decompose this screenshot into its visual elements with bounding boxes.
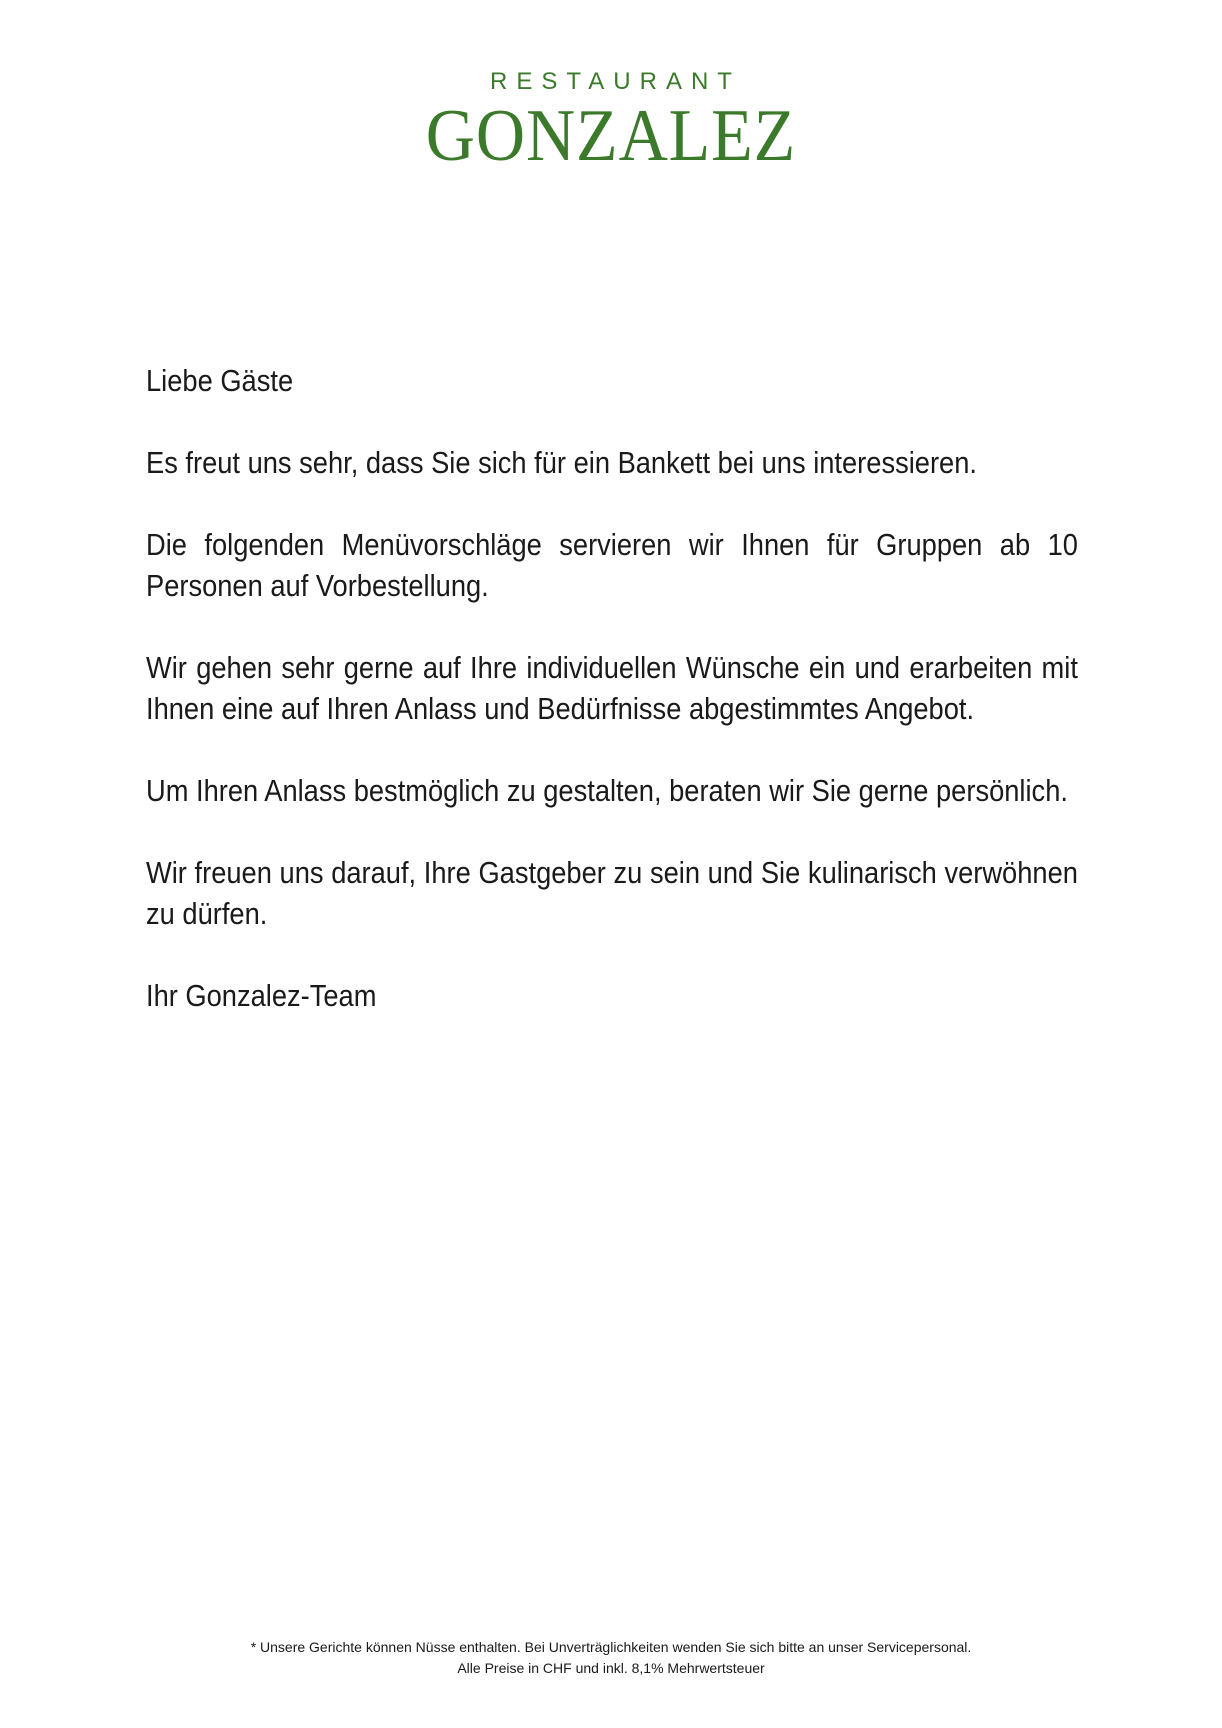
letter-paragraph: Wir gehen sehr gerne auf Ihre individuellen Wünsche ein und erarbeiten mit Ihnen eine auf Ihren Anlass und Bedürfnisse abgestimmtes Angebot. [146,650,1078,726]
letter-signature: Ihr Gonzalez-Team [146,978,377,1013]
letter-paragraph: Um Ihren Anlass bestmöglich zu gestalten, beraten wir Sie gerne persönlich. [146,773,1068,808]
welcome-letter [146,360,1078,1057]
letter-greeting: Liebe Gäste [146,363,294,398]
letter-paragraph: Die folgenden Menüvorschläge servieren wir Ihnen für Gruppen ab 10 Personen auf Vorbestellung. [146,527,1078,603]
letter-paragraph: Es freut uns sehr, dass Sie sich für ein Bankett bei uns interessieren. [146,445,977,480]
page-footer [0,1637,1222,1679]
allergen-notice: * Unsere Gerichte können Nüsse enthalten. Bei Unverträglichkeiten wenden Sie sich bitte an unser Servicepersonal. [250,1639,972,1655]
price-notice: Alle Preise in CHF und inkl. 8,1% Mehrwertsteuer [457,1660,765,1676]
logo-restaurant-label: RESTAURANT [490,68,741,95]
logo-restaurant-name: GONZALEZ [425,95,797,177]
letter-paragraph: Wir freuen uns darauf, Ihre Gastgeber zu sein und Sie kulinarisch verwöhnen zu dürfen. [146,855,1078,931]
